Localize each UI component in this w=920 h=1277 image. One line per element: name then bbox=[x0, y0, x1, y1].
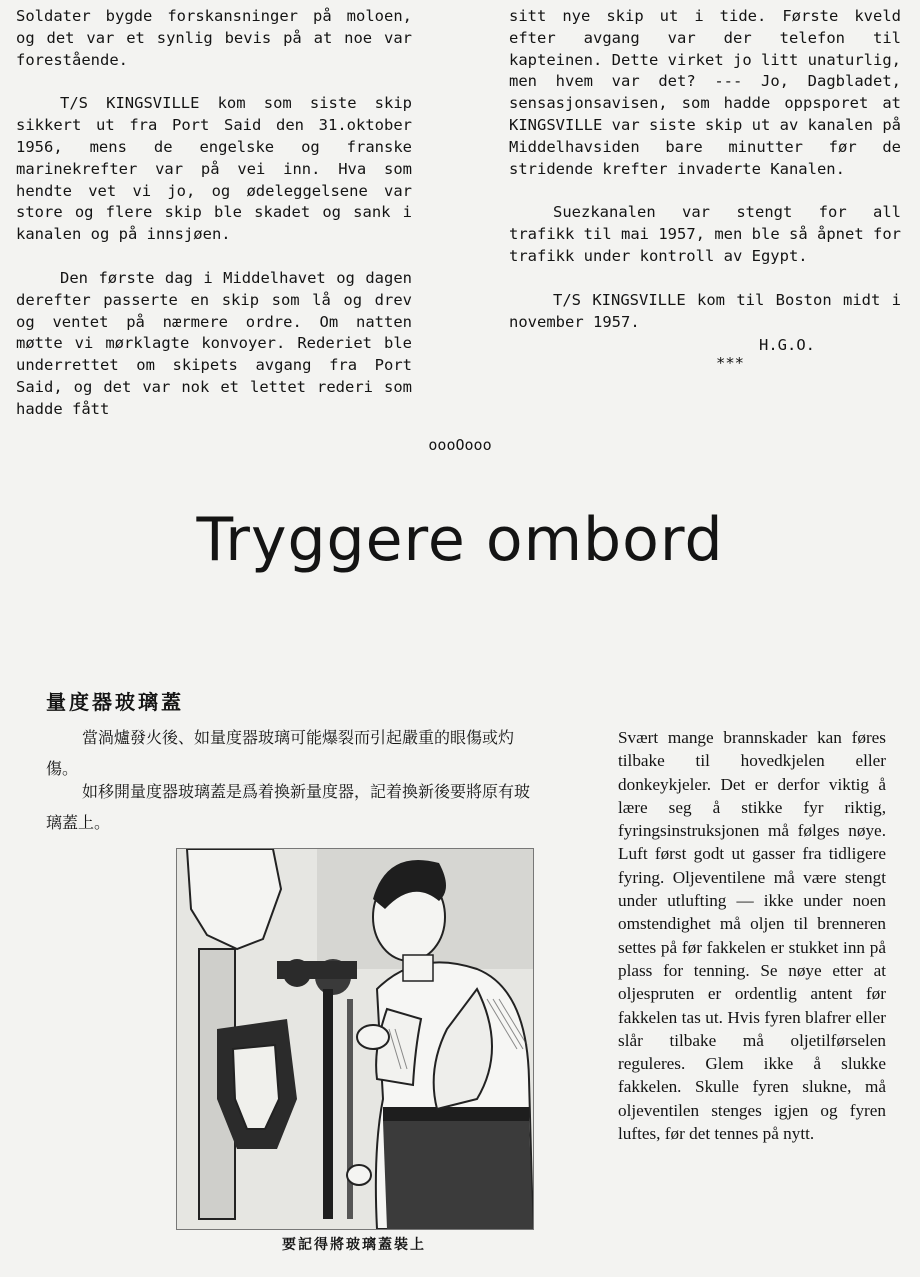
gauge-glass-illustration bbox=[176, 848, 534, 1230]
chinese-heading: 量度器玻璃蓋 bbox=[46, 690, 184, 714]
section-divider: oooOooo bbox=[428, 436, 492, 454]
article-paragraph: T/S KINGSVILLE kom som siste skip sikkert ut fra Port Said den 31.oktober 1956, mens de engelske og franske marinekrefter var på vei inn. Hva som hendte vet vi jo, og ødeleggelsene var store og flere skip ble skadet og sank i kanalen og på innsjøen. bbox=[16, 94, 412, 244]
headline: Tryggere ombord bbox=[196, 505, 724, 575]
chinese-paragraph: 如移開量度器玻璃蓋是爲着換新量度器，記着換新後要將原有玻璃蓋上。 bbox=[46, 782, 531, 832]
article-left-column bbox=[16, 6, 412, 443]
article-paragraph: Den første dag i Middelhavet og dagen derefter passerte en skip som lå og drev og ventet på nærmere ordre. Om natten møtte vi mørklagte konvoyer. Rederiet ble underrettet om skipets avgang fra Port Said, og det var nok et lettet rederi som hadde fått bbox=[16, 268, 412, 418]
sailor-drawing bbox=[177, 849, 533, 1229]
article-signature: H.G.O. bbox=[759, 336, 815, 355]
article-end-mark: *** bbox=[716, 354, 744, 373]
safety-paragraph: Svært mange brannskader kan føres tilbake til hovedkjelen eller donkeykjeler. Det er derfor viktig å lære seg å stikke fyr riktig, fyringsinstruksjonen må følges nøye. Luft først godt ut gasser fra tidligere fyring. Oljeventilene må være stengt under utlufting — ikke under noen omstendighet må oljen til brenneren settes på før fakkelen er stukket inn på plass for tenning. Se nøye etter at oljespruten er ordentlig antent før fakkelen tas ut. Hvis fyren blafrer eller slår tilbake må oljetilførselen reguleres. Glem ikke å slukke fakkelen. Skulle fyren slukne, må oljeventilen stenges igjen og fyren luftes, før det tennes på nytt. bbox=[618, 728, 886, 1144]
article-paragraph: sitt nye skip ut i tide. Første kveld efter avgang var der telefon til kapteinen. Dette virket jo litt unaturlig, men hvem var det? --- Jo, Dagbladet, sensasjonsavisen, som hadde oppsporet at KINGSVILLE var siste skip ut av kanalen på Middelhavsiden bare minutter før de stridende krefter invaderte Kanalen. bbox=[509, 7, 901, 178]
article-right-column bbox=[509, 6, 901, 375]
article-paragraph: Suezkanalen var stengt for all trafikk til mai 1957, men ble så åpnet for trafikk under kontroll av Egypt. bbox=[509, 203, 901, 265]
illustration-caption: 要記得將玻璃蓋裝上 bbox=[282, 1237, 426, 1253]
article-paragraph: Soldater bygde forskansninger på moloen, og det var et synlig bevis på at noe var forestående. bbox=[16, 7, 412, 69]
chinese-paragraph: 當渦爐發火後、如量度器玻璃可能爆裂而引起嚴重的眼傷或灼傷。 bbox=[46, 728, 515, 778]
article-paragraph: T/S KINGSVILLE kom til Boston midt i november 1957. bbox=[509, 290, 901, 331]
